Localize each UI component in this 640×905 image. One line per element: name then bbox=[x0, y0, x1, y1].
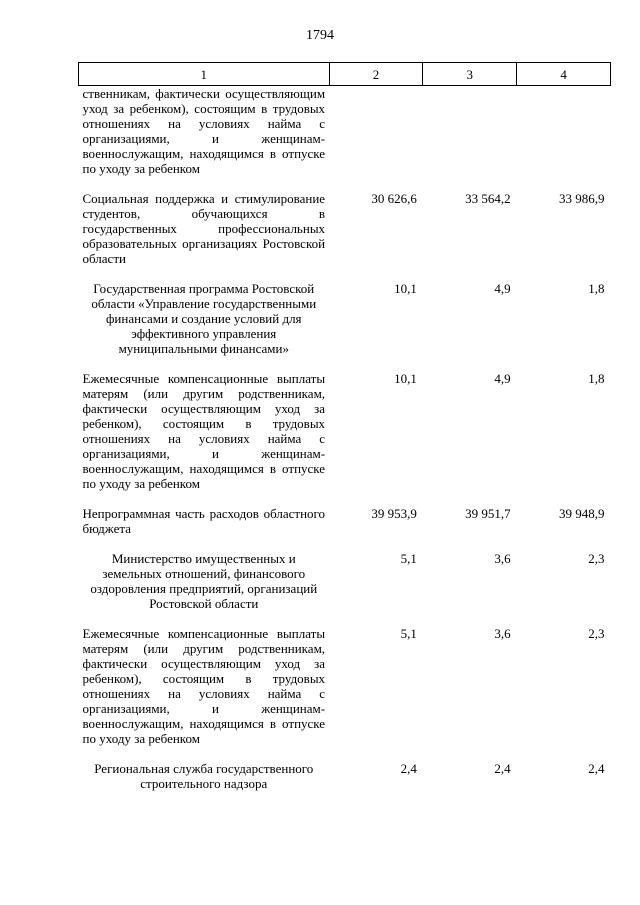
value-col-4: 2,3 bbox=[588, 551, 605, 566]
row-label: Региональная служба государственного строительного надзора bbox=[94, 761, 314, 791]
value-col-4: 2,3 bbox=[588, 626, 605, 641]
column-header-1: 1 bbox=[79, 63, 330, 86]
value-col-3: 33 564,2 bbox=[465, 191, 511, 206]
value-col-2: 10,1 bbox=[394, 281, 417, 296]
table-row bbox=[79, 761, 611, 791]
value-col-4: 1,8 bbox=[588, 371, 605, 386]
value-col-3: 3,6 bbox=[494, 626, 511, 641]
value-col-4 bbox=[517, 86, 611, 177]
value-col-4: 33 986,9 bbox=[559, 191, 605, 206]
value-col-3: 4,9 bbox=[494, 281, 511, 296]
row-label: Ежемесячные компенсационные выплаты матерям (или другим родственникам, фактически осуществляющим уход за ребенком), состоящим в трудовых отношениях на условиях найма с организациями, и женщинам-военнослужащим, находящимся в отпуске по уходу за ребенком bbox=[82, 626, 326, 746]
value-col-4: 1,8 bbox=[588, 281, 605, 296]
table-row bbox=[79, 506, 611, 536]
column-header-2: 2 bbox=[329, 63, 423, 86]
row-label: Ежемесячные компенсационные выплаты матерям (или другим родственникам, фактически осуществляющим уход за ребенком), состоящим в трудовых отношениях на условиях найма с организациями, и женщинам-военнослужащим, находящимся в отпуске по уходу за ребенком bbox=[82, 371, 326, 491]
value-col-2: 5,1 bbox=[400, 626, 417, 641]
value-col-3: 4,9 bbox=[494, 371, 511, 386]
value-col-3: 3,6 bbox=[494, 551, 511, 566]
value-col-4: 2,4 bbox=[588, 761, 605, 776]
budget-table bbox=[78, 62, 611, 791]
column-header-3: 3 bbox=[423, 63, 517, 86]
value-col-2: 5,1 bbox=[400, 551, 417, 566]
value-col-2: 10,1 bbox=[394, 371, 417, 386]
value-col-3 bbox=[423, 86, 517, 177]
value-col-2: 30 626,6 bbox=[371, 191, 417, 206]
page-number: 1794 bbox=[306, 28, 334, 43]
value-col-3: 39 951,7 bbox=[465, 506, 511, 521]
row-label: Непрограммная часть расходов областного бюджета bbox=[82, 506, 326, 536]
column-header-4: 4 bbox=[517, 63, 611, 86]
value-col-2: 2,4 bbox=[400, 761, 417, 776]
table-row bbox=[79, 551, 611, 611]
value-col-2: 39 953,9 bbox=[371, 506, 417, 521]
table-header bbox=[79, 63, 611, 86]
row-label: Социальная поддержка и стимулирование студентов, обучающихся в государственных профессиональных образовательных организациях Ростовской области bbox=[82, 191, 326, 266]
value-col-4: 39 948,9 bbox=[559, 506, 605, 521]
row-label: Министерство имущественных и земельных отношений, финансового оздоровления предприятий, организаций Ростовской области bbox=[90, 551, 318, 611]
table-row bbox=[79, 626, 611, 746]
row-label: ственникам, фактически осуществляющим уход за ребенком), состоящим в трудовых отношениях на условиях найма с организациями, и женщинам-военнослужащим, находящимся в отпуске по уходу за ребенком bbox=[82, 86, 326, 176]
table-row bbox=[79, 371, 611, 491]
table-row bbox=[79, 281, 611, 356]
value-col-3: 2,4 bbox=[494, 761, 511, 776]
value-col-2 bbox=[329, 86, 423, 177]
table-row bbox=[79, 86, 611, 177]
row-label: Государственная программа Ростовской области «Управление государственными финансами и создание условий для эффективного управления муниципальными финансами» bbox=[91, 281, 317, 356]
table-row bbox=[79, 191, 611, 266]
